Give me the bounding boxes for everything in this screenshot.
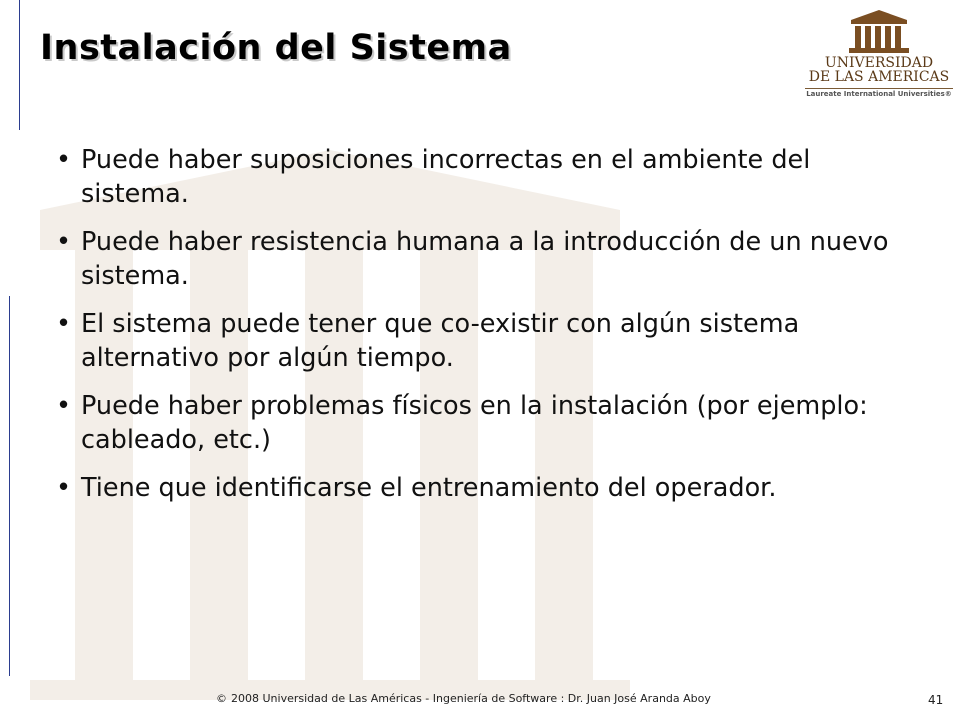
bullet-icon: • xyxy=(56,145,72,175)
bullet-text: Puede haber problemas físicos en la instalación (por ejemplo: cableado, etc.) xyxy=(81,391,868,455)
list-item xyxy=(56,225,906,293)
footer-text: 2008 Universidad de Las Américas - Ingeniería de Software : Dr. Juan José Aranda Aboy xyxy=(231,692,711,705)
bullet-list xyxy=(56,143,906,519)
bullet-icon: • xyxy=(56,391,72,421)
list-item xyxy=(56,143,906,211)
footer xyxy=(216,692,711,705)
left-accent-line-bottom xyxy=(9,296,10,676)
page-number: 41 xyxy=(928,693,944,707)
bullet-text: Puede haber resistencia humana a la introducción de un nuevo sistema. xyxy=(81,227,889,291)
left-accent-line-top xyxy=(19,0,20,130)
list-item xyxy=(56,471,906,505)
logo-tagline: Laureate International Universities® xyxy=(806,90,952,98)
university-logo xyxy=(805,8,953,98)
list-item xyxy=(56,389,906,457)
bullet-text: Puede haber suposiciones incorrectas en el ambiente del sistema. xyxy=(81,145,811,209)
copyright-icon: © xyxy=(216,692,227,705)
slide-title: Instalación del Sistema xyxy=(40,28,512,68)
logo-text-line2: DE LAS AMERICAS xyxy=(808,69,950,85)
list-item xyxy=(56,307,906,375)
bullet-text: El sistema puede tener que co-existir con algún sistema alternativo por algún tiempo. xyxy=(81,309,800,373)
bullet-text: Tiene que identificarse el entrenamiento del operador. xyxy=(81,473,777,503)
building-columns-icon xyxy=(805,8,953,56)
logo-text-line1: UNIVERSIDAD xyxy=(824,55,934,71)
bullet-icon: • xyxy=(56,227,72,257)
bullet-icon: • xyxy=(56,473,72,503)
bullet-icon: • xyxy=(56,309,72,339)
